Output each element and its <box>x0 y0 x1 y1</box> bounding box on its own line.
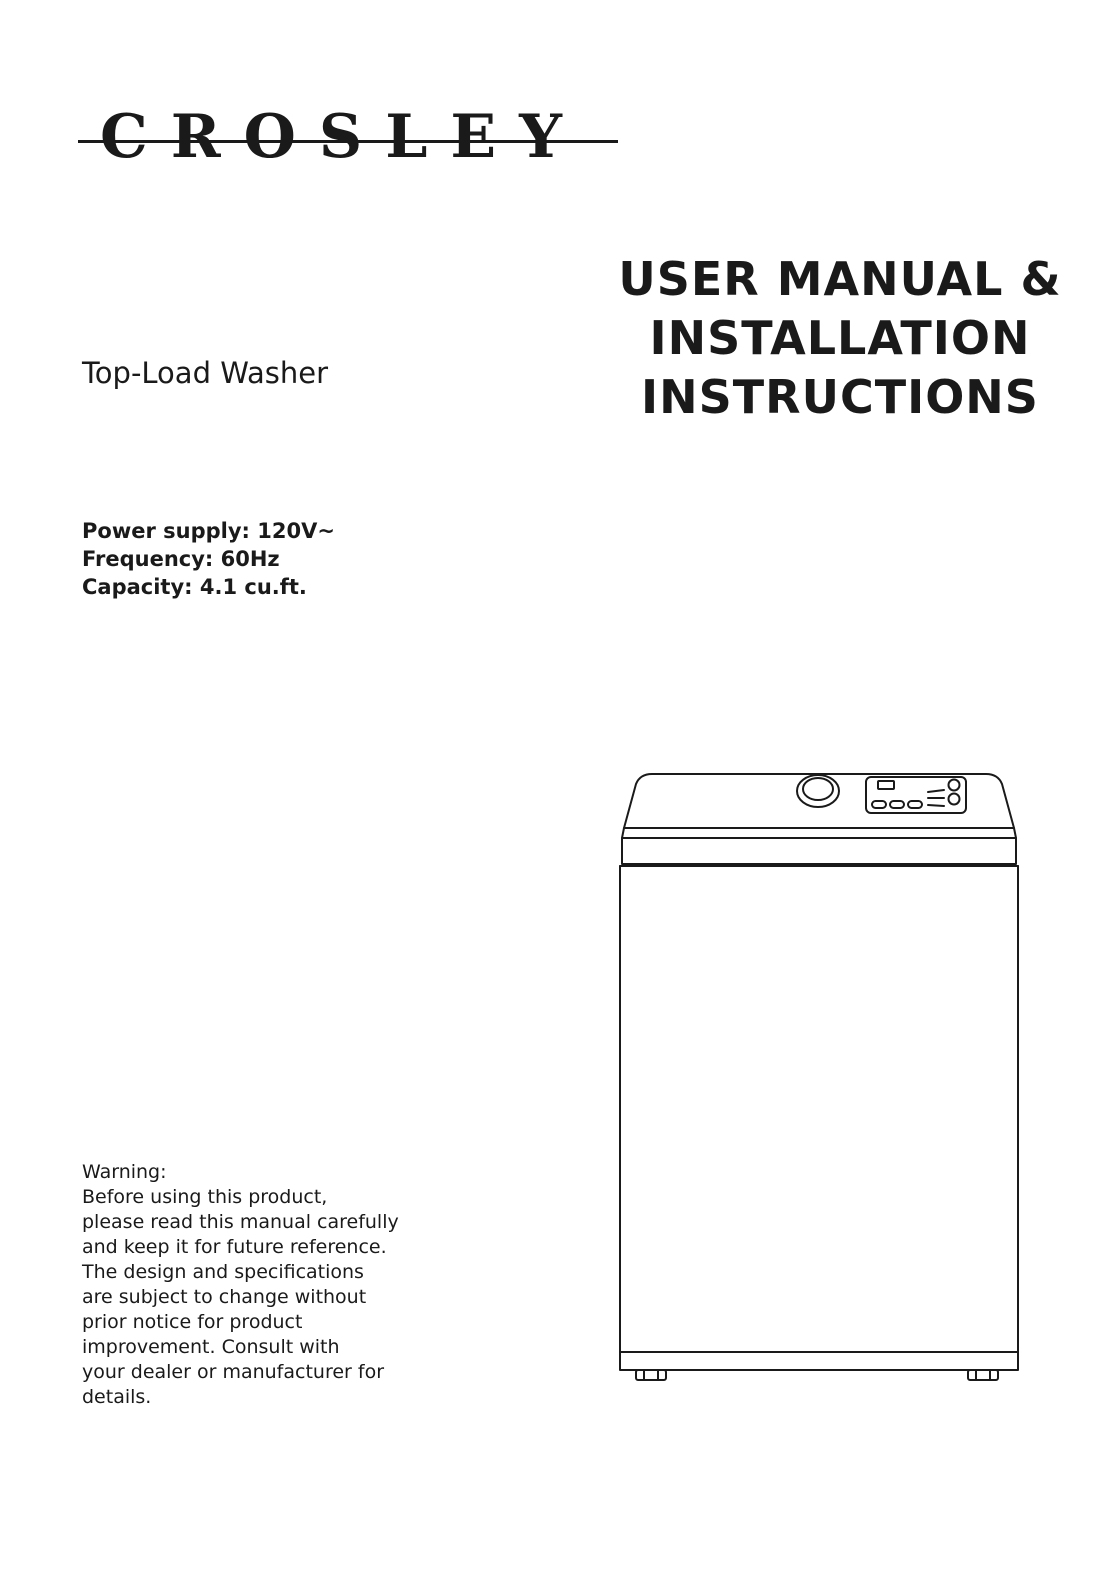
title-line-3: INSTRUCTIONS <box>641 370 1039 424</box>
spec-power-supply: Power supply: 120V~ <box>82 519 335 543</box>
brand-logo <box>78 100 618 174</box>
washer-base <box>620 1352 1018 1370</box>
washer-display <box>878 781 894 789</box>
warning-line: The design and specifications <box>82 1261 364 1283</box>
warning-line: Before using this product, <box>82 1186 328 1208</box>
warning-line: and keep it for future reference. <box>82 1236 387 1258</box>
washer-upper-band <box>622 838 1016 864</box>
specifications <box>82 517 335 601</box>
warning-notice <box>82 1160 399 1410</box>
document-title <box>590 250 1090 427</box>
top-load-washer-illustration <box>610 768 1030 1390</box>
warning-line: your dealer or manufacturer for <box>82 1361 385 1383</box>
title-line-2: INSTALLATION <box>649 311 1031 365</box>
washer-button-bottom <box>949 794 960 805</box>
warning-line: improvement. Consult with <box>82 1336 340 1358</box>
spec-capacity: Capacity: 4.1 cu.ft. <box>82 575 307 599</box>
logo-text: CROSLEY <box>100 102 585 172</box>
washer-cabinet <box>620 866 1018 1352</box>
washer-lid <box>624 774 1014 828</box>
washer-lid-lip <box>622 828 1016 838</box>
warning-line: are subject to change without <box>82 1286 367 1308</box>
product-name: Top-Load Washer <box>82 356 329 390</box>
warning-line: please read this manual carefully <box>82 1211 399 1233</box>
title-line-1: USER MANUAL & <box>618 252 1062 306</box>
washer-button-top <box>949 780 960 791</box>
warning-line: prior notice for product <box>82 1311 303 1333</box>
warning-line: details. <box>82 1386 152 1408</box>
warning-heading: Warning: <box>82 1161 167 1183</box>
spec-frequency: Frequency: 60Hz <box>82 547 280 571</box>
washer-foot-right <box>968 1370 998 1380</box>
washer-foot-left <box>636 1370 666 1380</box>
